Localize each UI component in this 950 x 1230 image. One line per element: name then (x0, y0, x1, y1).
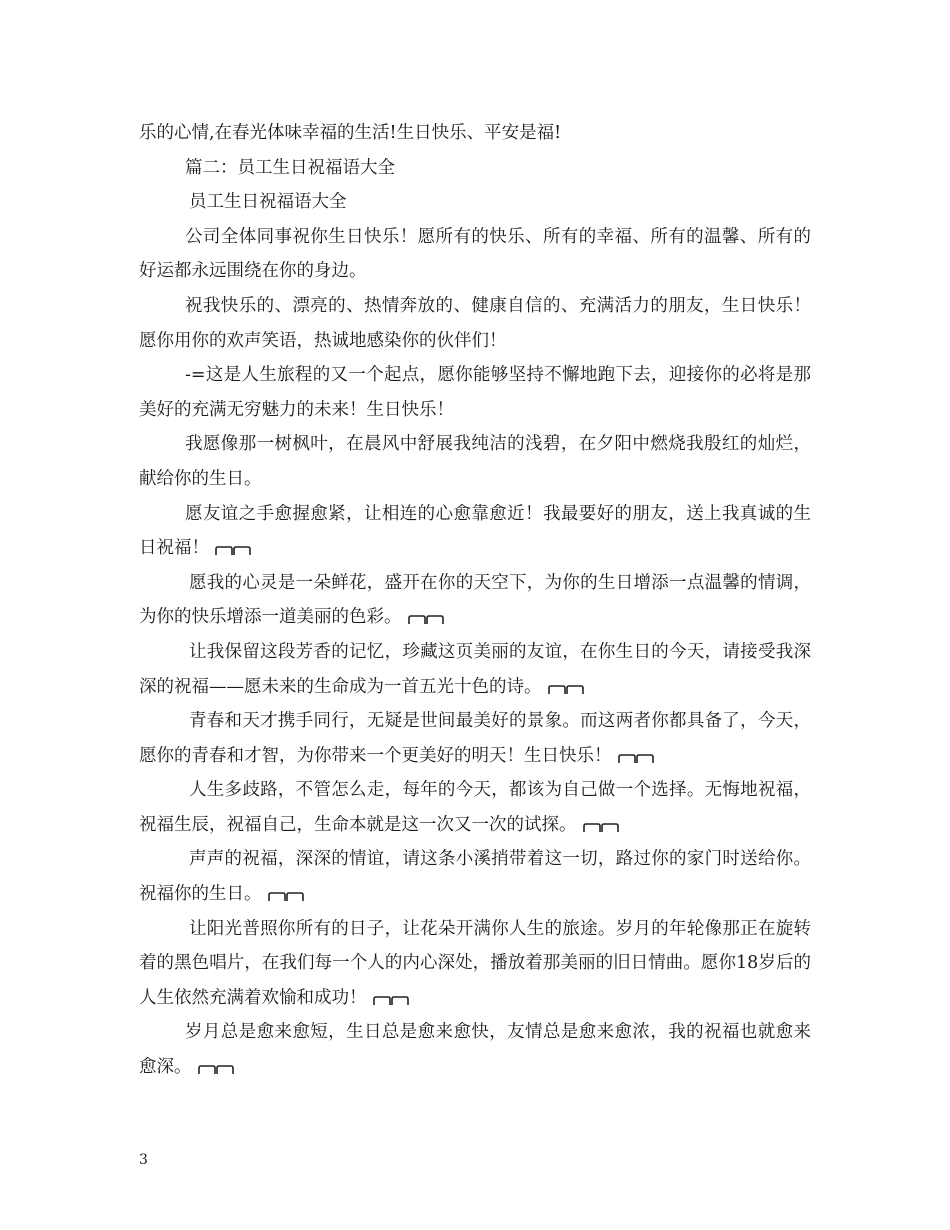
paragraph-text: 愿友谊之手愈握愈紧，让相连的心愈靠愈近！我最要好的朋友，送上我真诚的生日祝福！ (139, 503, 811, 559)
paragraph: 祝我快乐的、漂亮的、热情奔放的、健康自信的、充满活力的朋友，生日快乐！愿你用你的欢声笑语，热诚地感染你的伙伴们！ (139, 295, 811, 351)
paragraph (139, 497, 811, 566)
paragraph-text: 声声的祝福，深深的情谊，请这条小溪捎带着这一切，路过你的家门时送给你。祝福你的生日。 (139, 849, 811, 905)
paragraph: 我愿像那一树枫叶，在晨风中舒展我纯洁的浅碧，在夕阳中燃烧我殷红的灿烂，献给你的生日。 (139, 434, 811, 489)
paragraph-text: 让我保留这段芳香的记忆，珍藏这页美丽的友谊，在你生日的今天，请接受我深深的祝福——愿未来的生命成为一首五光十色的诗。 (139, 641, 811, 697)
double-bracket-mark-icon (215, 546, 251, 556)
paragraph: -=这是人生旅程的又一个起点，愿你能够坚持不懈地跑下去，迎接你的必将是那美好的充满无穷魅力的未来！生日快乐！ (139, 365, 811, 420)
double-bracket-mark-icon (198, 1065, 234, 1075)
paragraph (139, 912, 811, 1016)
paragraph: 公司全体同事祝你生日快乐！愿所有的快乐、所有的幸福、所有的温馨、所有的好运都永远围绕在你的身边。 (139, 226, 811, 282)
paragraph (139, 566, 811, 635)
double-bracket-mark-icon (373, 996, 409, 1006)
paragraph (139, 704, 811, 773)
paragraph-continuation: 乐的心情,在春光体味幸福的生活!生日快乐、平安是福! (139, 123, 562, 143)
paragraph (139, 1015, 811, 1084)
double-bracket-mark-icon (408, 615, 444, 625)
paragraph-text: 人生多歧路，不管怎么走，每年的今天，都该为自己做一个选择。无悔地祝福，祝福生辰，祝福自己，生命本就是这一次又一次的试探。 (139, 780, 811, 835)
double-bracket-mark-icon (583, 823, 619, 833)
paragraph-text: 青春和天才携手同行，无疑是世间最美好的景象。而这两者你都具备了，今天，愿你的青春和才智，为你带来一个更美好的明天！生日快乐！ (139, 711, 811, 766)
paragraph-text: 让阳光普照你所有的日子，让花朵开满你人生的旅途。岁月的年轮像那正在旋转着的黑色唱片，在我们每一个人的内心深处，播放着那美丽的旧日情曲。愿你18岁后的人生依然充满着欢愉和成功！ (139, 918, 811, 1008)
double-bracket-mark-icon (548, 685, 584, 695)
document-body (139, 116, 811, 1085)
paragraph-text: 愿我的心灵是一朵鲜花，盛开在你的天空下，为你的生日增添一点温馨的情调，为你的快乐增添一道美丽的色彩。 (139, 572, 811, 628)
paragraph (139, 635, 811, 704)
paragraph-text: 岁月总是愈来愈短，生日总是愈来愈快，友情总是愈来愈浓，我的祝福也就愈来愈深。 (139, 1022, 811, 1078)
paragraph (139, 773, 811, 842)
paragraph (139, 842, 811, 911)
double-bracket-mark-icon (618, 754, 654, 764)
page-number: 3 (139, 1152, 148, 1168)
article-title: 员工生日祝福语大全 (189, 192, 347, 213)
section-heading: 篇二：员工生日祝福语大全 (185, 157, 395, 178)
double-bracket-mark-icon (268, 892, 304, 902)
